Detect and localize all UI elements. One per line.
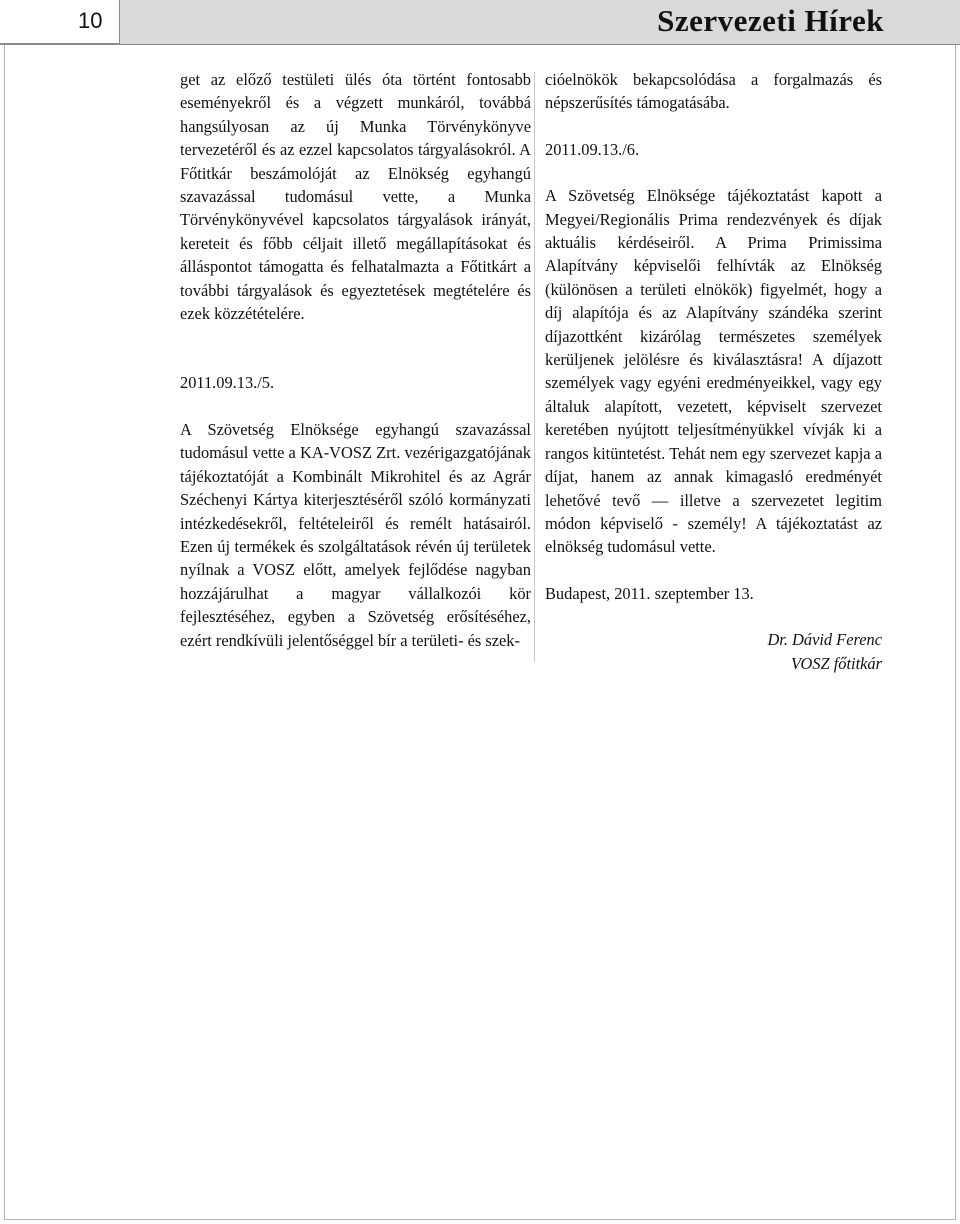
column-divider [534,72,535,662]
header-bar [0,0,960,45]
right-paragraph-1: cióelnökök bekapcsolódása a forgalmazás és népszerűsítés támogatásába. [545,70,882,113]
spacer [545,161,882,184]
spacer [180,395,531,418]
spacer [180,348,531,371]
resolution-heading-5: 2011.09.13./5. [180,373,275,393]
place-and-date: Budapest, 2011. szeptember 13. [545,583,754,603]
signature-title: VOSZ főtitkár [790,653,882,673]
magazine-title: Szervezeti Hírek [657,3,884,38]
page-number: 10 [78,8,103,33]
left-paragraph-2: A Szövetség Elnöksége egyhangú szavazással tudomásul vette a KA-VOSZ Zrt. vezérigazgatójának tájékoztatóját a Kombinált Mikrohitel és az Agrár Széchenyi Kártya kiterjesztéséről szóló kormányzati intézkedésekről, feltételeiről és remélt hatásairól. Ezen új termékek és szolgáltatások révén új területek nyílnak a VOSZ előtt, amelyek fejlődése nagyban hozzájárulhat a magyar vállalkozói kör fejlesztéséhez, egyben a Szövetség erősítéséhez, ezért rendkívüli jelentőséggel bír a területi- és szek- [180,419,531,650]
right-column [545,68,882,675]
right-paragraph-2: A Szövetség Elnöksége tájékoztatást kapott a Megyei/Regionális Prima rendezvények és díjak aktuális kérdéseiről. A Prima Primissima Alapítvány képviselői felhívták az Elnökség (különösen a területi elnökök) figyelmét, hogy a díj alapítója és az Alapítvány szándéka szerint díjazottként kizárólag természetes személyek kerüljenek jelölésre és kiválasztásra! A díjazott személyek vagy egyéni eredményeikkel, vagy egy általuk alapított, vezetett, képviselt szervezet keretében nyújtott teljesítményükkel vívják ki a rangos kitüntetést. Tehát nem egy szervezet kapja a díjat, hanem az annak kimagasló eredményét lehetővé tevő — illetve a szervezetet legitim módon képviselő - személy! A tájékoztatást az elnökség tudomásul vette. [545,186,882,557]
resolution-heading-6: 2011.09.13./6. [545,139,640,159]
spacer [180,325,531,348]
spacer [545,115,882,138]
signature-name: Dr. Dávid Ferenc [767,630,882,650]
spacer [545,605,882,628]
spacer [545,559,882,582]
page-number-box [0,0,120,44]
left-paragraph-1: get az előző testületi ülés óta történt fontosabb eseményekről és a végzett munkáról, továbbá hangsúlyosan az új Munka Törvénykönyve tervezetéről és az ezzel kapcsolatos tárgyalásokról. A Főtitkár beszámolóját az Elnökség egyhangú szavazással tudomásul vette, a Munka Törvénykönyvével kapcsolatos tárgyalások irányát, kereteit és főbb céljait illető megállapításokat és álláspontot támogatta és felhatalmazta a Főtitkárt a további tárgyalások és egyeztetések megtételére és ezek közzétételére. [180,70,531,324]
left-column [180,68,531,652]
